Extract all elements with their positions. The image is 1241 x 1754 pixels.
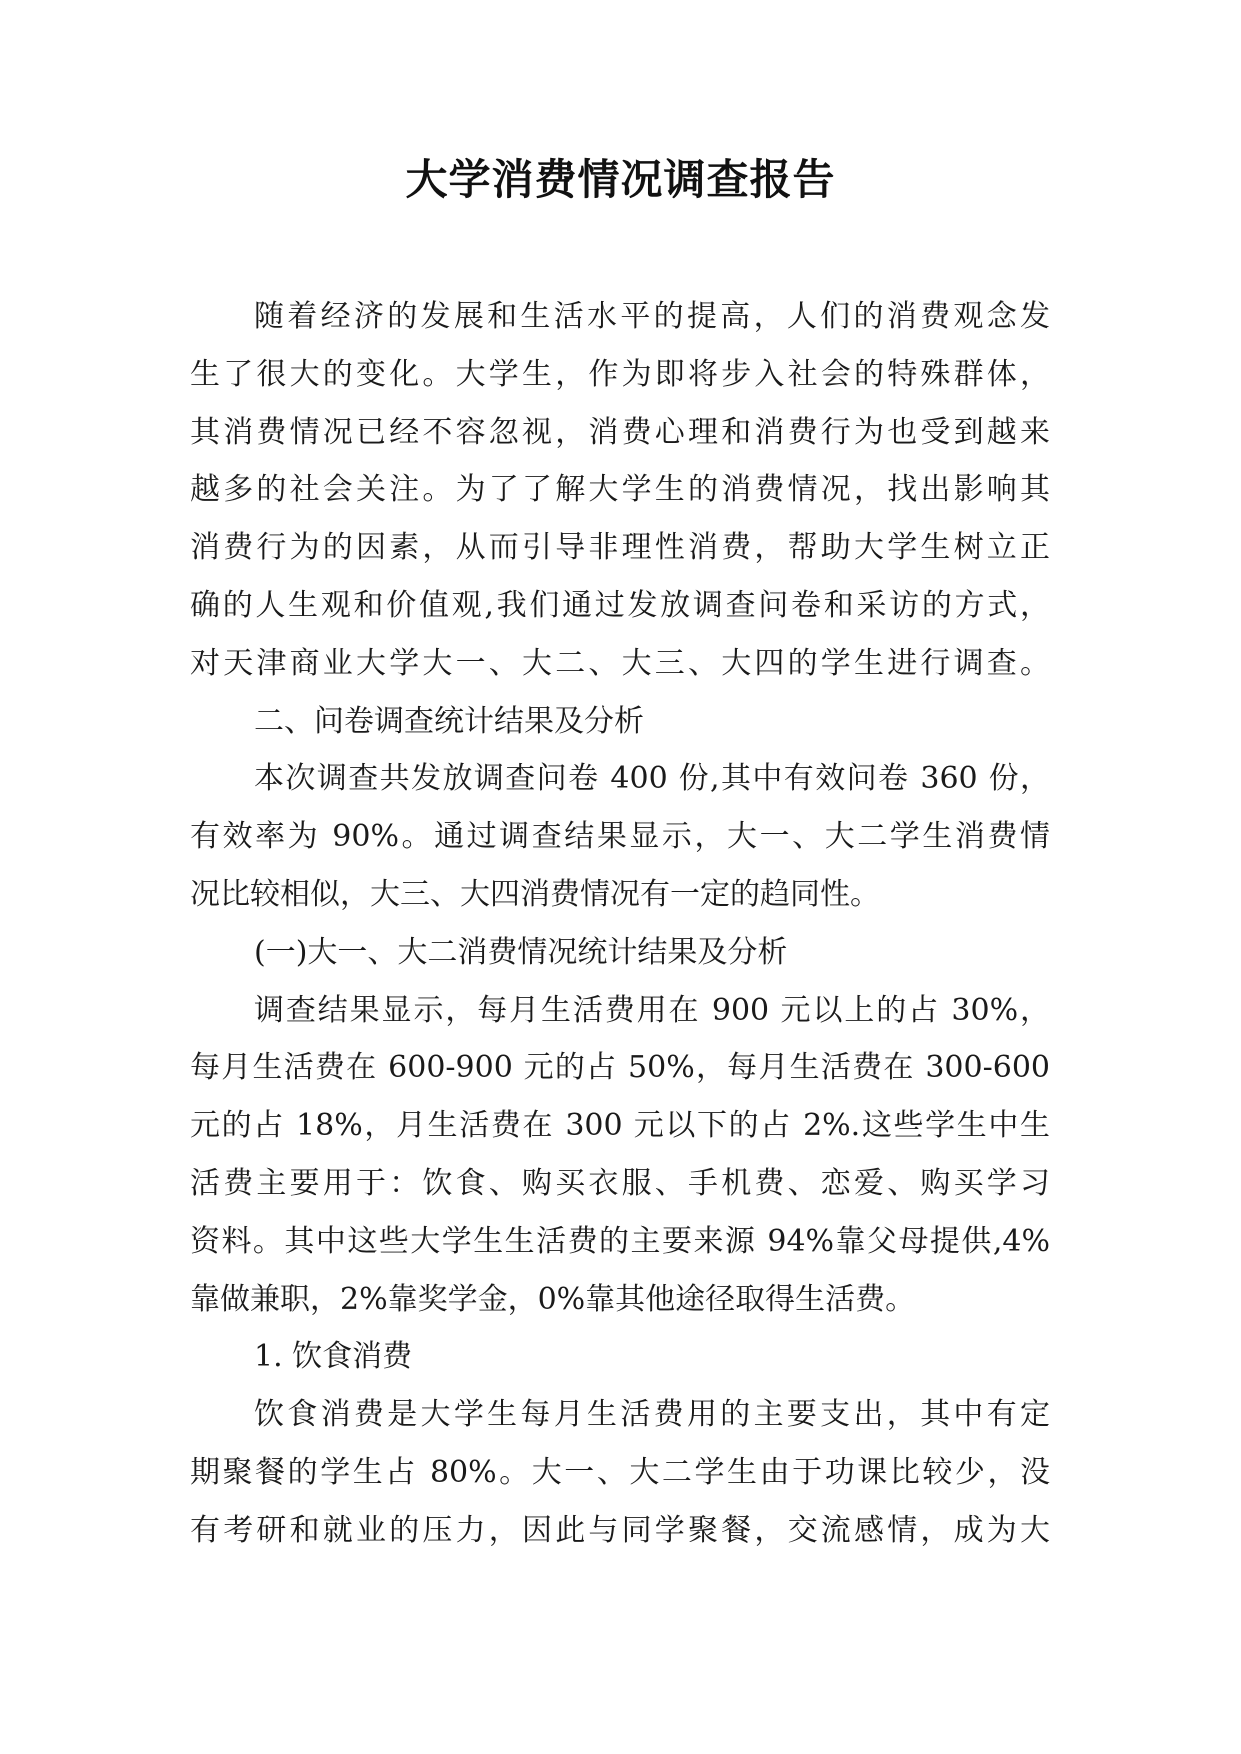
text-line: 确的人生观和价值观,我们通过发放调查问卷和采访的方式，: [190, 587, 1050, 623]
text-line: 活费主要用于：饮食、购买衣服、手机费、恋爱、购买学习: [190, 1165, 1050, 1201]
text-line: 饮食消费是大学生每月生活费用的主要支出，其中有定: [254, 1397, 1050, 1433]
text-line: 生了很大的变化。大学生，作为即将步入社会的特殊群体，: [190, 356, 1050, 392]
text-line: 消费行为的因素，从而引导非理性消费，帮助大学生树立正: [190, 530, 1050, 566]
text-line: 本次调查共发放调查问卷 400 份,其中有效问卷 360 份，: [254, 761, 1050, 797]
text-line: 元的占 18%，月生活费在 300 元以下的占 2%.这些学生中生: [190, 1108, 1050, 1144]
text-line: 有效率为 90%。通过调查结果显示，大一、大二学生消费情: [190, 819, 1050, 855]
text-line: 随着经济的发展和生活水平的提高，人们的消费观念发: [254, 299, 1050, 334]
text-line: 期聚餐的学生占 80%。大一、大二学生由于功课比较少，没: [190, 1454, 1050, 1490]
text-line: 其消费情况已经不容忽视，消费心理和消费行为也受到越来: [190, 414, 1050, 450]
text-line: 1. 饮食消费: [254, 1339, 413, 1375]
text-line: 对天津商业大学大一、大二、大三、大四的学生进行调查。: [190, 645, 1050, 681]
text-line: 越多的社会关注。为了了解大学生的消费情况，找出影响其: [190, 472, 1050, 508]
text-line: 每月生活费在 600-900 元的占 50%，每月生活费在 300-600: [190, 1050, 1050, 1086]
text-line: 二、问卷调查统计结果及分析: [254, 703, 644, 739]
text-line: 资料。其中这些大学生生活费的主要来源 94%靠父母提供,4%: [190, 1223, 1050, 1259]
document-title: 大学消费情况调查报告: [405, 155, 836, 204]
text-line: 靠做兼职，2%靠奖学金，0%靠其他途径取得生活费。: [190, 1281, 916, 1317]
text-line: 调查结果显示，每月生活费用在 900 元以上的占 30%，: [254, 992, 1050, 1028]
text-line: 况比较相似，大三、大四消费情况有一定的趋同性。: [190, 876, 880, 912]
document-body: [190, 288, 1050, 1560]
text-line: 有考研和就业的压力，因此与同学聚餐，交流感情，成为大: [190, 1512, 1050, 1548]
text-line: (一)大一、大二消费情况统计结果及分析: [254, 934, 788, 970]
